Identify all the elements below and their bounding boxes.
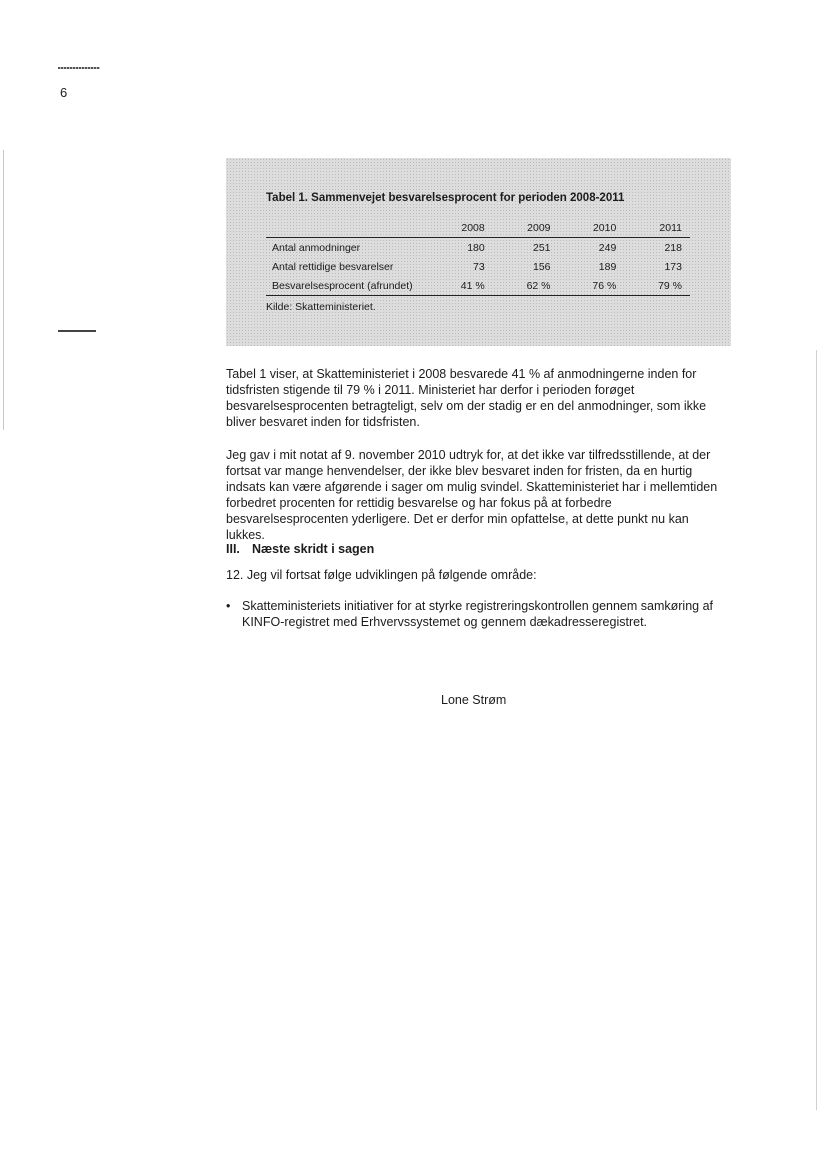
table-cell: 156 xyxy=(532,260,551,273)
table-corner-cell xyxy=(266,219,427,238)
table-row xyxy=(266,276,690,296)
table-cell: 180 xyxy=(467,241,485,254)
page-number: 6 xyxy=(60,85,68,100)
table-cell: 249 xyxy=(598,241,617,254)
table-cell: 173 xyxy=(664,260,682,273)
section-intro: 12. Jeg vil fortsat følge udviklingen på følgende område: xyxy=(226,568,537,582)
paragraph-assessment: Jeg gav i mit notat af 9. november 2010 udtryk for, at det ikke var tilfredsstillende, at der fortsat var mange henvendelser, der ikke blev besvaret inden for fristen, da en hurtig indsats kan være afgørende i sager om mulig svindel. Skatteministeriet har i mellemtiden forbedret procenten for rettidig besvarelse og har fokus på at forbedre besvarelsesprocenten yderligere. Det er derfor min opfattelse, at dette punkt nu kan lukkes. xyxy=(226,448,718,542)
margin-mark xyxy=(58,330,96,332)
table-cell: 189 xyxy=(598,260,617,273)
column-header: 2010 xyxy=(559,219,625,238)
list-item-text: Skatteministeriets initiativer for at styrke registreringskontrollen gennem samkøring af KINFO-registret med Erhvervssystemet og gennem dækadresseregistret. xyxy=(242,599,714,629)
section-number: III. xyxy=(226,542,240,556)
table-cell: 218 xyxy=(664,241,682,254)
table-panel xyxy=(226,158,731,346)
column-header: 2008 xyxy=(427,219,493,238)
section-heading xyxy=(226,542,374,556)
table-cell: 79 % xyxy=(624,276,690,296)
column-header: 2011 xyxy=(624,219,690,238)
row-label: Antal anmodninger xyxy=(272,241,361,254)
column-header: 2009 xyxy=(493,219,559,238)
table-cell: 76 % xyxy=(559,276,625,296)
table-title: Tabel 1. Sammenvejet besvarelsesprocent for perioden 2008-2011 xyxy=(266,192,625,204)
section-title: Næste skridt i sagen xyxy=(252,542,375,556)
signature-name: Lone Strøm xyxy=(441,693,507,707)
table-cell: 251 xyxy=(532,241,551,254)
scan-edge-line xyxy=(3,150,4,430)
bullet-icon: • xyxy=(226,599,231,613)
paragraph-table-summary: Tabel 1 viser, at Skatteministeriet i 2008 besvarede 41 % af anmodningerne inden for tidsfristen stigende til 79 % i 2011. Ministeriet har derfor i perioden forøget besvarelsesprocenten betragteligt, selv om der stadig er en del anmodninger, som ikke bliver besvaret inden for tidsfristen. xyxy=(226,367,707,429)
table-cell: 41 % xyxy=(427,276,493,296)
table-cell: 73 xyxy=(473,260,485,273)
row-label: Besvarelsesprocent (afrundet) xyxy=(266,276,427,296)
scan-mark xyxy=(58,67,100,69)
table-cell: 62 % xyxy=(493,276,559,296)
table-row xyxy=(266,238,690,258)
row-label: Antal rettidige besvarelser xyxy=(272,260,394,273)
table-source: Kilde: Skatteministeriet. xyxy=(266,301,376,313)
table-row xyxy=(266,257,690,276)
table-header-row xyxy=(266,219,690,238)
bullet-list xyxy=(226,598,731,630)
statistics-table xyxy=(266,219,690,296)
scan-edge-line xyxy=(816,350,817,1110)
list-item xyxy=(226,598,731,630)
